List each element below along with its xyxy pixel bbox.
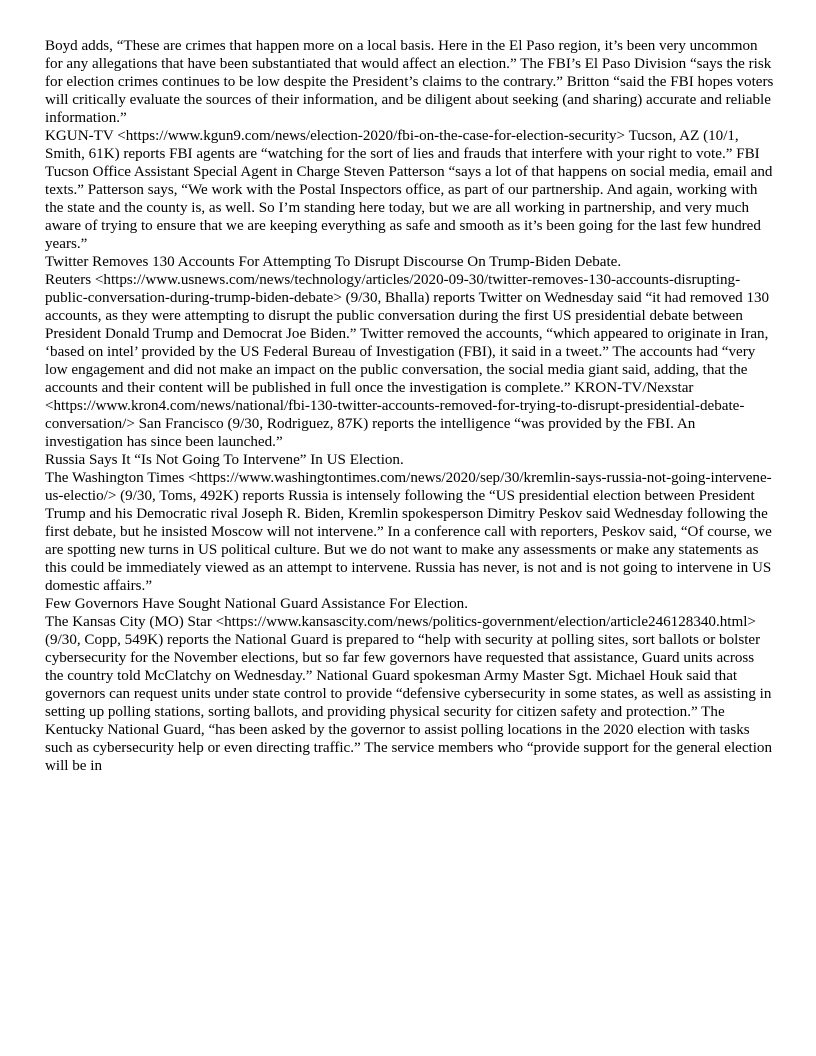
paragraph-reuters-twitter: Reuters <https://www.usnews.com/news/technology/articles/2020-09-30/twitter-removes-130-accounts-disrupting-public-conversation-during-trump-biden-debate> (9/30, Bhalla) reports Twitter on Wednesday said “it had removed 130 accounts, as they were attempting to disrupt the public conversation during the first US presidential debate between President Donald Trump and Democrat Joe Biden.” Twitter removed the accounts, “which appeared to originate in Iran, ‘based on intel’ provided by the US Federal Bureau of Investigation (FBI), it said in a tweet.” The accounts had “very low engagement and did not make an impact on the public conversation, the social media giant said, adding, that the accounts and their content will be published in full once the investigation is complete.” KRON-TV/Nexstar <https://www.kron4.com/news/national/fbi-130-twitter-accounts-removed-for-trying-to-disrupt-presidential-debate-conversation/> San Francisco (9/30, Rodriguez, 87K) reports the intelligence “was provided by the FBI. An investigation has since been launched.” bbox=[45, 272, 770, 450]
paragraph-kansas-city-star: The Kansas City (MO) Star <https://www.kansascity.com/news/politics-government/election/article246128340.html> (9/30, Copp, 549K) reports the National Guard is prepared to “help with security at polling sites, sort ballots or bolster cybersecurity for the November elections, but so far few governors have requested that assistance, Guard units across the country told McClatchy on Wednesday.” National Guard spokesman Army Master Sgt. Michael Houk said that governors can request units under state control to provide “defensive cybersecurity in some states, as well as assisting in setting up polling stations, sorting ballots, and providing physical security for citizen safety and protection.” The Kentucky National Guard, “has been asked by the governor to assist polling locations in the 2020 election with tasks such as cybersecurity help or even directing traffic.” The service members who “provide support for the general election will be in bbox=[45, 614, 773, 774]
paragraph-kgun-tucson: KGUN-TV <https://www.kgun9.com/news/election-2020/fbi-on-the-case-for-election-security> Tucson, AZ (10/1, Smith, 61K) reports FBI agents are “watching for the sort of lies and frauds that interfere with your right to vote.” FBI Tucson Office Assistant Special Agent in Charge Steven Patterson “says a lot of that happens on social media, email and texts.” Patterson says, “We work with the Postal Inspectors office, as part of our partnership. And again, working with the state and the county is, as well. So I’m standing here today, but we are all working in partnership, and very much aware of trying to ensure that we are keeping everything as safe and smooth as it’s been going for the last few hundred years.” bbox=[45, 128, 773, 252]
document-page bbox=[45, 37, 775, 775]
paragraph-el-paso-quotes: Boyd adds, “These are crimes that happen more on a local basis. Here in the El Paso region, it’s been very uncommon for any allegations that have been substantiated that would affect an election.” The FBI’s El Paso Division “says the risk for election crimes continues to be low despite the President’s claims to the contrary.” Britton “said the FBI hopes voters will critically evaluate the sources of their information, and be diligent about seeking (and sharing) accurate and reliable information.” bbox=[45, 38, 774, 126]
headline-national-guard: Few Governors Have Sought National Guard Assistance For Election. bbox=[45, 596, 468, 612]
paragraph-washington-times: The Washington Times <https://www.washingtontimes.com/news/2020/sep/30/kremlin-says-russia-not-going-intervene-us-electio/> (9/30, Toms, 492K) reports Russia is intensely following the “US presidential election between President Trump and his Democratic rival Joseph R. Biden, Kremlin spokesperson Dimitry Peskov said Wednesday following the first debate, but he insisted Moscow will not intervene.” In a conference call with reporters, Peskov said, “Of course, we are spotting new turns in US political culture. But we do not want to make any assessments or make any statements as this could be immediately viewed as an attempt to intervene. Russia has never, is not and is not going to intervene in US domestic affairs.” bbox=[45, 470, 772, 594]
headline-twitter-accounts: Twitter Removes 130 Accounts For Attempting To Disrupt Discourse On Trump-Biden Debate. bbox=[45, 254, 622, 270]
headline-russia-intervene: Russia Says It “Is Not Going To Intervene” In US Election. bbox=[45, 452, 404, 468]
